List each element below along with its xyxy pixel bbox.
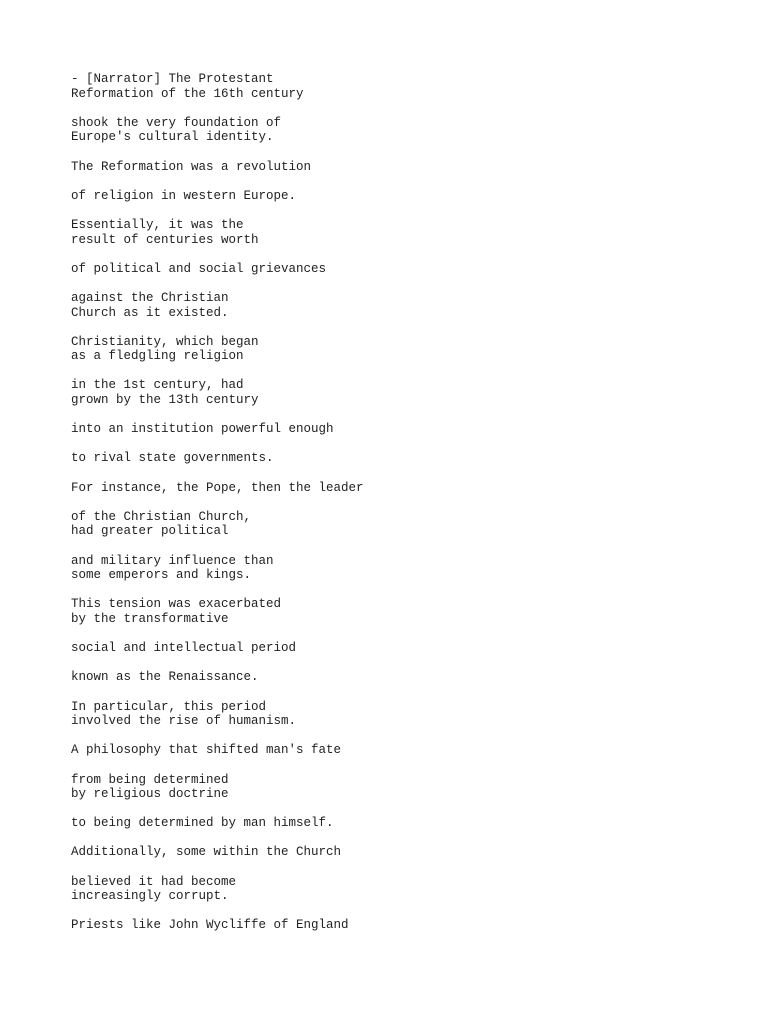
transcript-line: - [Narrator] The Protestant xyxy=(71,72,274,86)
transcript-line: For instance, the Pope, then the leader xyxy=(71,480,364,495)
transcript-paragraph xyxy=(71,189,711,204)
transcript-paragraph xyxy=(71,554,711,583)
transcript-line: This tension was exacerbated xyxy=(71,597,282,612)
transcript-line: into an institution powerful enough xyxy=(71,422,334,437)
transcript-line: as a fledgling religion xyxy=(71,349,244,364)
transcript-line: shook the very foundation of xyxy=(71,115,282,130)
transcript-line: had greater political xyxy=(71,524,229,539)
transcript-line: believed it had become xyxy=(71,874,237,889)
transcript-line: Additionally, some within the Church xyxy=(71,845,342,860)
transcript-line: involved the rise of humanism. xyxy=(71,714,297,729)
transcript-line: Europe's cultural identity. xyxy=(71,130,274,145)
transcript-line: and military influence than xyxy=(71,553,274,568)
transcript-line: In particular, this period xyxy=(71,699,267,714)
transcript-line: social and intellectual period xyxy=(71,641,297,656)
transcript-paragraph xyxy=(71,218,711,247)
transcript-line: some emperors and kings. xyxy=(71,568,252,583)
transcript-line: Reformation of the 16th century xyxy=(71,86,304,101)
transcript-paragraph xyxy=(71,743,711,758)
transcript-paragraph xyxy=(71,845,711,860)
transcript-paragraph xyxy=(71,378,711,407)
transcript-text xyxy=(71,72,711,948)
transcript-line: of political and social grievances xyxy=(71,261,327,276)
transcript-paragraph xyxy=(71,918,711,933)
transcript-paragraph xyxy=(71,451,711,466)
transcript-line: in the 1st century, had xyxy=(71,378,244,393)
transcript-paragraph xyxy=(71,670,711,685)
transcript-line: of religion in western Europe. xyxy=(71,188,297,203)
transcript-paragraph xyxy=(71,773,711,802)
transcript-paragraph xyxy=(71,422,711,437)
transcript-paragraph xyxy=(71,597,711,626)
transcript-line: Christianity, which began xyxy=(71,334,259,349)
transcript-line: grown by the 13th century xyxy=(71,393,259,408)
transcript-line: of the Christian Church, xyxy=(71,509,252,524)
transcript-line: from being determined xyxy=(71,772,229,787)
transcript-paragraph xyxy=(71,262,711,277)
transcript-paragraph xyxy=(71,335,711,364)
transcript-line: to being determined by man himself. xyxy=(71,816,334,831)
transcript-paragraph xyxy=(71,116,711,145)
transcript-line: to rival state governments. xyxy=(71,451,274,466)
transcript-paragraph xyxy=(71,481,711,496)
transcript-paragraph xyxy=(71,160,711,175)
transcript-line: result of centuries worth xyxy=(71,232,259,247)
transcript-line: by the transformative xyxy=(71,611,229,626)
transcript-line: by religious doctrine xyxy=(71,787,229,802)
transcript-line: The Reformation was a revolution xyxy=(71,159,312,174)
transcript-line: Church as it existed. xyxy=(71,305,229,320)
transcript-line: known as the Renaissance. xyxy=(71,670,259,685)
transcript-paragraph xyxy=(71,700,711,729)
transcript-line: Essentially, it was the xyxy=(71,217,244,232)
transcript-paragraph xyxy=(71,510,711,539)
transcript-line: Priests like John Wycliffe of England xyxy=(71,918,349,933)
transcript-line: increasingly corrupt. xyxy=(71,889,229,904)
transcript-paragraph xyxy=(71,72,711,101)
transcript-paragraph xyxy=(71,641,711,656)
transcript-line: against the Christian xyxy=(71,290,229,305)
transcript-paragraph xyxy=(71,291,711,320)
transcript-paragraph xyxy=(71,875,711,904)
transcript-paragraph xyxy=(71,816,711,831)
transcript-line: A philosophy that shifted man's fate xyxy=(71,743,342,758)
